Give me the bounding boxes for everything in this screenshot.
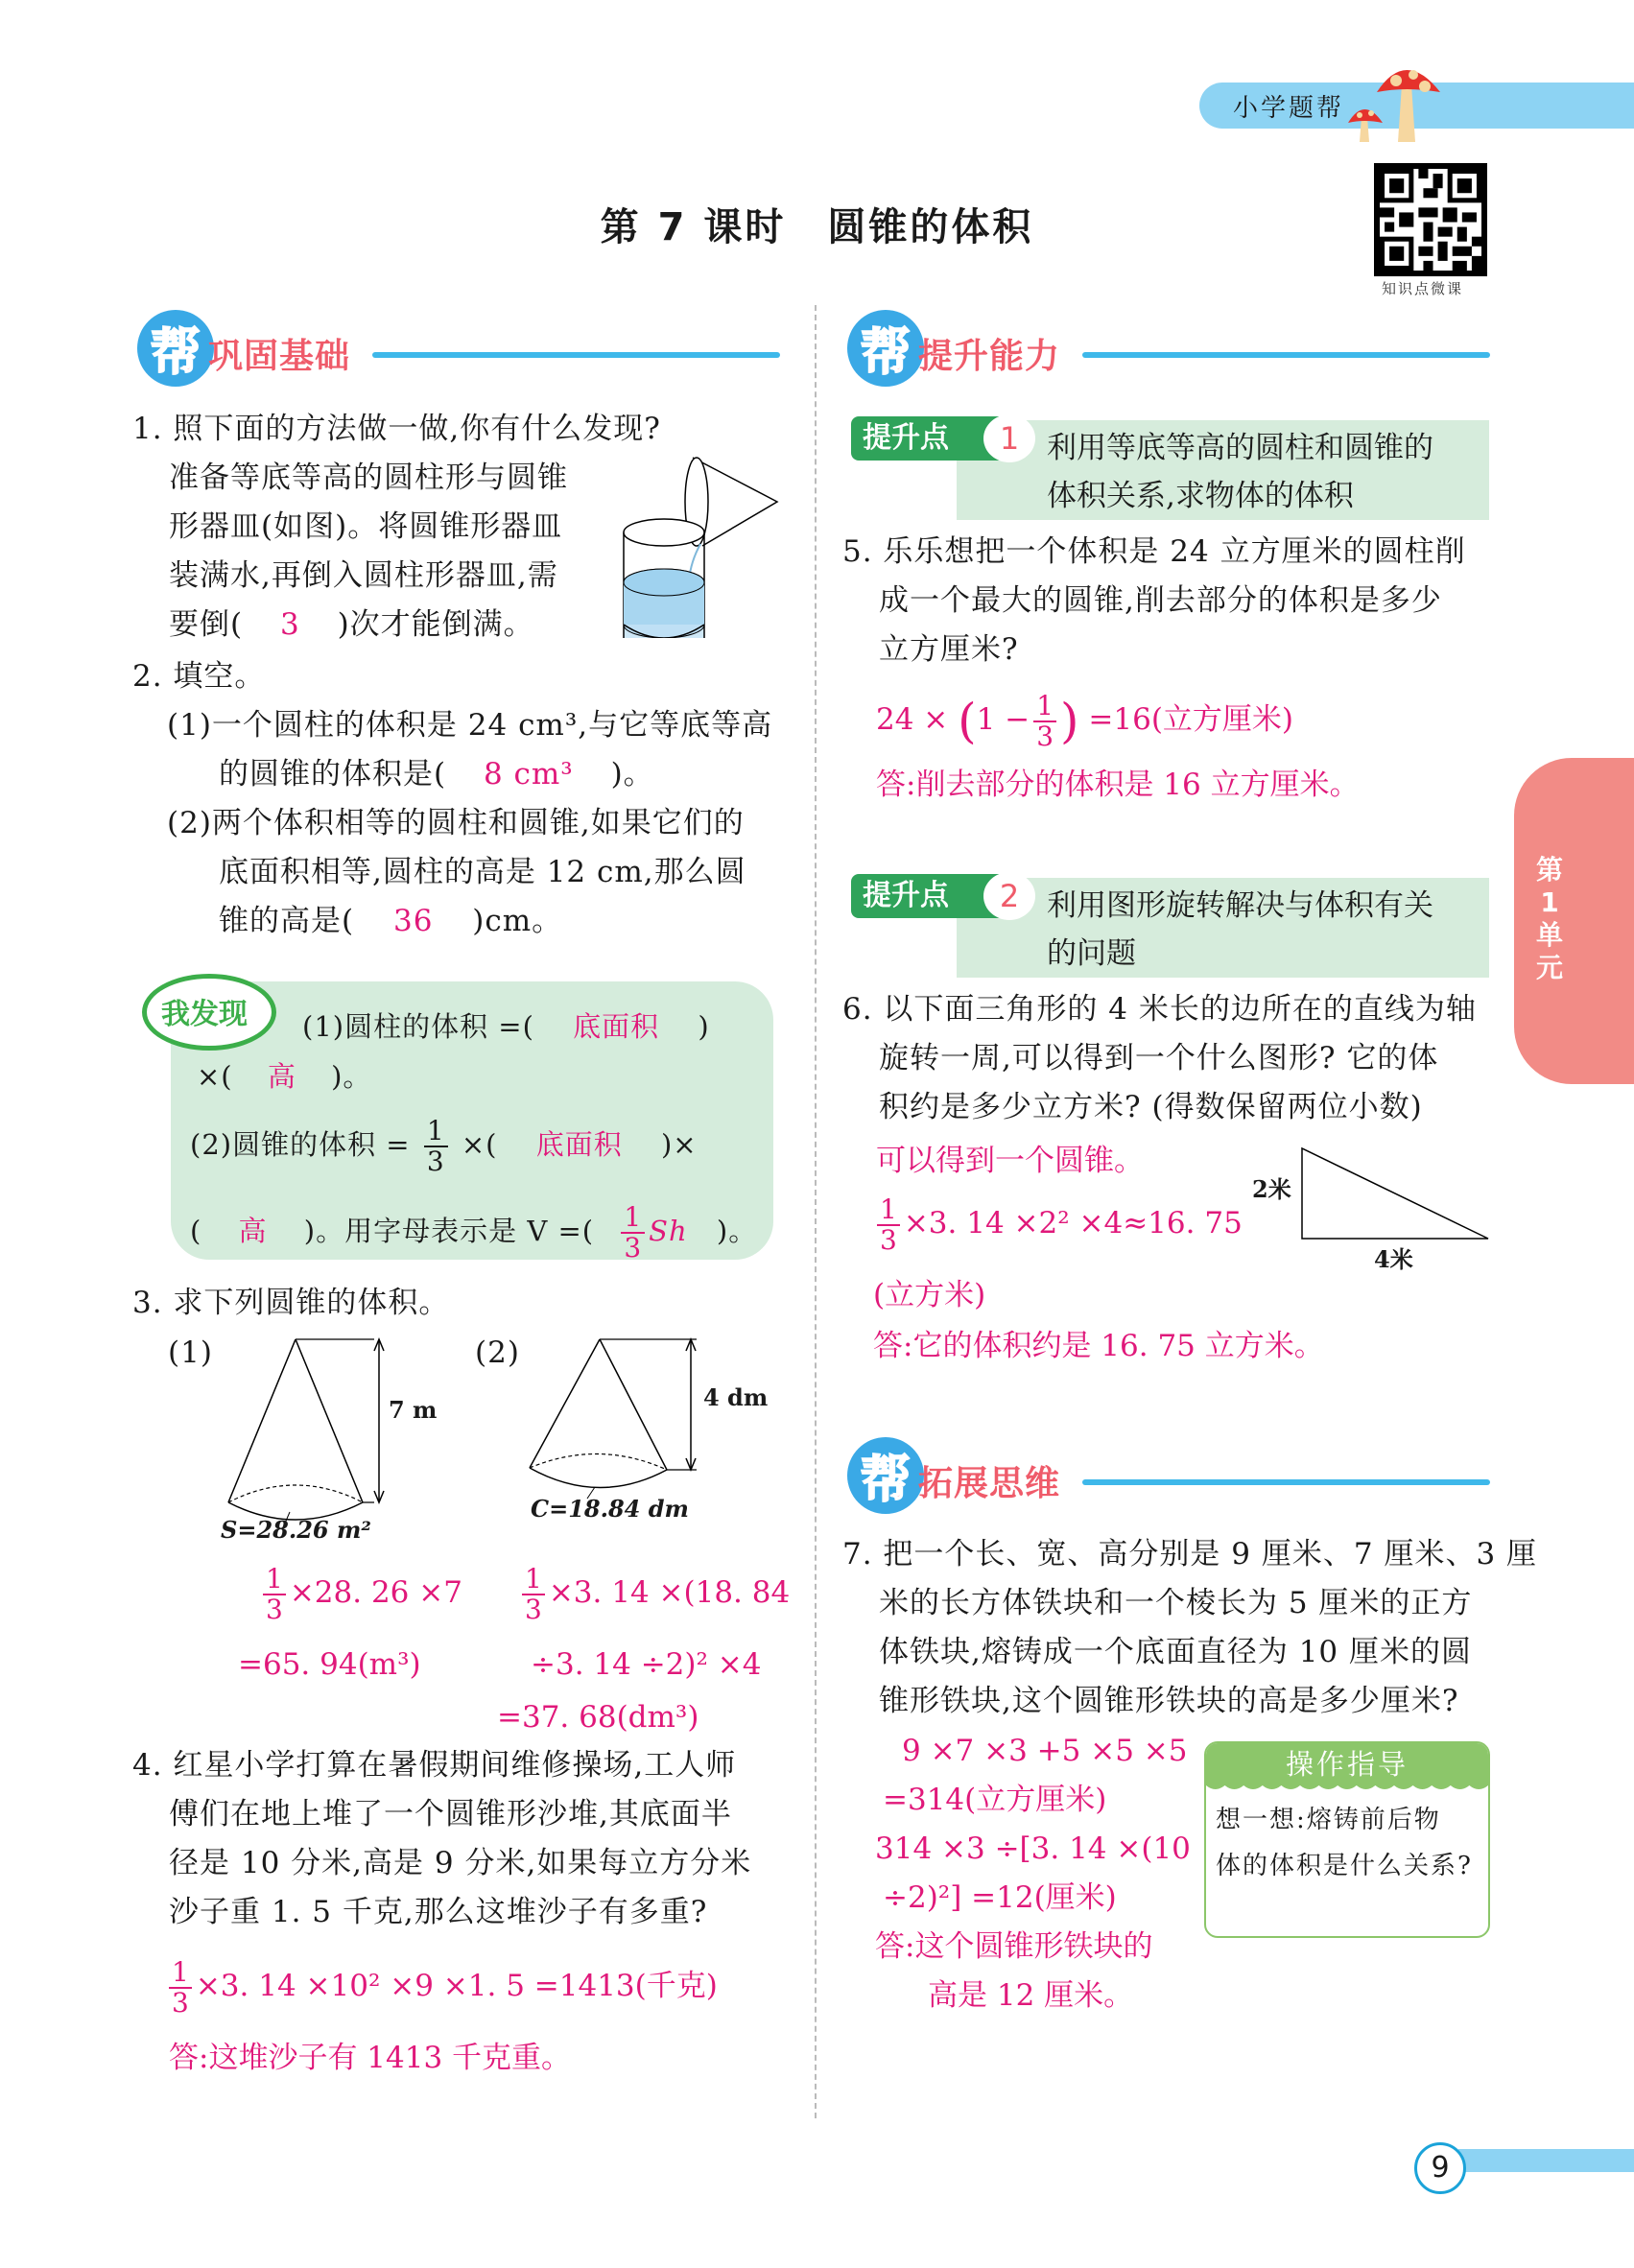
fraction: $\frac{1}{3}$ (621, 1204, 645, 1262)
unit-tab-label: 第 1 单 元 (1535, 854, 1563, 983)
answer-blank: 3 (279, 607, 300, 642)
fraction: $\frac{1}{3}$ (169, 1959, 192, 2017)
right-triangle-figure (1300, 1146, 1492, 1242)
page-number: 9 (1414, 2142, 1466, 2194)
operation-guide-box: 操作指导 想一想:熔铸前后物 体的体积是什么关系? (1204, 1741, 1490, 1938)
improvement-point-2: 提升点 2 利用图形旋转解决与体积有关 的问题 (957, 878, 1489, 978)
cone-figure-1 (221, 1334, 413, 1535)
question-4: 4. 红星小学打算在暑假期间维修操场,工人师 傅们在地上堆了一个圆锥形沙堆,其底面半 径是 10 分米,高是 9 分米,如果每立方分米 沙子重 1. 5 千克,那么这堆沙子有多重? (132, 1748, 752, 1929)
question-1: 1. 照下面的方法做一做,你有什么发现? 准备等底等高的圆柱形与圆锥 形器皿(如图)。将圆锥形器皿 装满水,再倒入圆柱形器皿,需 要倒( 3 )次才能倒满。 (132, 412, 661, 642)
page-title: 第 7 课时 圆锥的体积 (600, 205, 1034, 249)
fraction: $\frac{1}{3}$ (1033, 693, 1056, 750)
column-divider (815, 305, 817, 2118)
mushroom-icon (1348, 58, 1463, 144)
section-rule (372, 352, 780, 358)
section-header-basic: 帮 巩固基础 (137, 302, 780, 389)
improvement-point-1: 提升点 1 利用等底等高的圆柱和圆锥的 体积关系,求物体的体积 (957, 420, 1489, 520)
question-7: 7. 把一个长、宽、高分别是 9 厘米、7 厘米、3 厘 米的长方体铁块和一个棱长为 5 厘米的正方 体铁块,熔铸成一个底面直径为 10 厘米的圆 锥形铁块,这个圆锥形铁块的高是多少厘米? (842, 1537, 1538, 1718)
qr-label: 知识点微课 (1382, 280, 1464, 297)
question-2: 2. 填空。 (1)一个圆柱的体积是 24 cm³,与它等底等高 的圆锥的体积是( 8 cm³ )。 (2)两个体积相等的圆柱和圆锥,如果它们的 底面积相等,圆柱的高是 12 cm,那么圆 锥的高是( 36 )cm。 (132, 659, 773, 938)
fraction: $\frac{1}{3}$ (263, 1566, 286, 1623)
fraction: $\frac{1}{3}$ (877, 1196, 900, 1254)
section-header-extend: 帮 拓展思维 (847, 1429, 1490, 1516)
answer-blank: 36 (392, 904, 434, 938)
cylinder-cone-figure (614, 456, 787, 638)
answer-blank: 8 cm³ (483, 757, 574, 791)
wave-divider-icon (1206, 1782, 1488, 1793)
section-rule (1082, 352, 1490, 358)
page-number-bar (1458, 2149, 1634, 2172)
brand-name: 小学题帮 (1233, 94, 1345, 123)
fraction: $\frac{1}{3}$ (424, 1118, 448, 1175)
section-rule (1082, 1479, 1490, 1485)
question-3: 3. 求下列圆锥的体积。 (132, 1286, 450, 1320)
question-5: 5. 乐乐想把一个体积是 24 立方厘米的圆柱削 成一个最大的圆锥,削去部分的体积是多少 立方厘米? (842, 534, 1466, 667)
section-header-improve: 帮 提升能力 (847, 302, 1490, 389)
question-6: 6. 以下面三角形的 4 米长的边所在的直线为轴 旋转一周,可以得到一个什么图形? 它的体 积约是多少立方米? (得数保留两位小数) (842, 992, 1477, 1124)
question-7-solution: 9 ×7 ×3 +5 ×5 ×5 =314(立方厘米) 314 ×3 ÷[3. 14 ×(10 ÷2)²] =12(厘米) 答:这个圆锥形铁块的 高是 12 厘米。 (875, 1734, 1191, 2013)
fraction: $\frac{1}{3}$ (522, 1566, 545, 1623)
